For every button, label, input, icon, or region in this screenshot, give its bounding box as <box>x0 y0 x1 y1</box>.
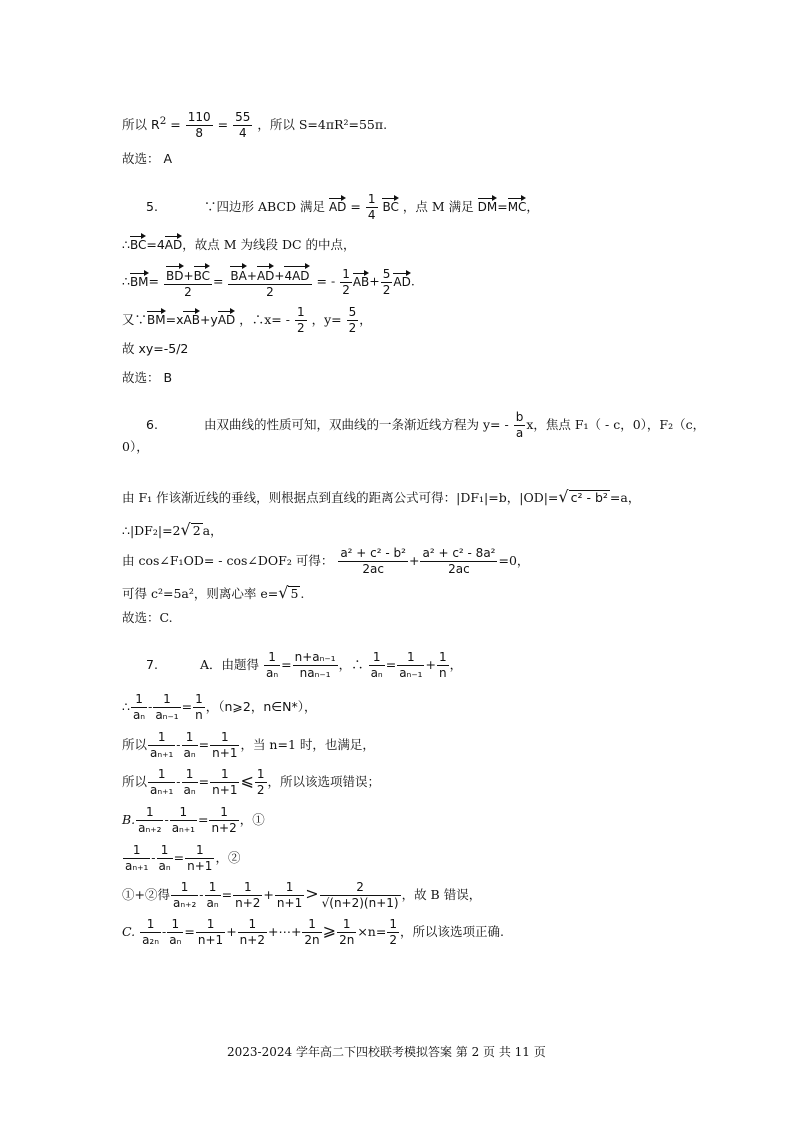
num: 1 <box>256 767 265 781</box>
text: 可得 c²=5a²，则离心率 e= <box>122 586 279 601</box>
den: n+2 <box>211 821 237 835</box>
den: aₙ₊₁ <box>171 821 195 835</box>
num: a² + c² - b² <box>340 546 406 560</box>
page-footer: 2023-2024 学年高二下四校联考模拟答案 第 2 页 共 11 页 <box>227 1045 546 1059</box>
den: n+1 <box>276 896 303 910</box>
vector: BD <box>166 264 183 284</box>
vector: MC <box>508 196 527 213</box>
text: ，所以 S=4πR²=55π. <box>257 117 388 132</box>
text: ，故 B 错误， <box>401 887 482 902</box>
text: ，所以该选项错误； <box>267 774 381 789</box>
num: n+aₙ₋₁ <box>294 650 336 664</box>
num: 1 <box>167 917 183 933</box>
vector: BC <box>194 264 210 284</box>
text: ，② <box>215 850 241 865</box>
den: aₙ₊₁ <box>150 783 174 797</box>
den: a <box>515 426 524 440</box>
q6-line3 <box>122 489 640 505</box>
den: 2 <box>256 783 265 797</box>
q5-line4 <box>122 305 372 336</box>
vector: AD <box>329 196 346 213</box>
fraction <box>205 880 221 911</box>
den: aₙ₊₁ <box>150 746 174 760</box>
vector: AB <box>183 309 199 326</box>
plus: + <box>408 553 420 568</box>
fraction <box>148 767 175 798</box>
text: =a， <box>609 490 641 505</box>
q6-line6 <box>122 585 304 601</box>
sqrt-content: 5 <box>290 586 299 601</box>
fraction <box>238 917 267 948</box>
vector: 4AD <box>284 264 309 284</box>
fraction <box>193 692 205 723</box>
text: 又∵ <box>122 312 148 327</box>
num: 1 <box>389 917 397 931</box>
den: 4 <box>238 126 247 140</box>
eq: = <box>217 117 229 132</box>
fraction <box>140 917 161 948</box>
fraction <box>228 264 311 300</box>
vector: AD <box>165 234 182 251</box>
den: naₙ₋₁ <box>299 666 331 680</box>
fraction <box>182 730 198 761</box>
vector: BA <box>230 264 246 284</box>
text: 由 F₁ 作该渐近线的垂线，则根据点到直线的距离公式可得：|DF₁|=b，|OD|= <box>122 490 559 505</box>
num: 1 <box>397 650 424 666</box>
den: 2n <box>304 933 320 947</box>
fraction <box>302 917 321 948</box>
fraction <box>347 305 359 336</box>
eq: = <box>281 657 292 672</box>
fraction <box>233 880 262 911</box>
num: 5 <box>382 266 391 281</box>
num: 1 <box>275 880 304 896</box>
vector: AB <box>353 271 369 288</box>
fraction <box>255 767 267 798</box>
fraction <box>293 650 338 681</box>
eq: = - <box>316 273 336 289</box>
num: 1 <box>264 650 280 666</box>
num: 1 <box>342 266 350 281</box>
num: 110 <box>187 110 211 124</box>
fraction <box>123 843 150 874</box>
den: aₙ₋₁ <box>399 666 423 680</box>
fraction <box>381 267 393 298</box>
text: ， <box>526 199 539 214</box>
den: 2ac <box>448 562 470 576</box>
text: B. <box>122 812 136 827</box>
fraction <box>420 546 497 577</box>
fraction <box>136 805 163 836</box>
den: n+1 <box>212 783 238 797</box>
den: aₙ <box>169 933 182 947</box>
q6-line5 <box>122 546 529 577</box>
q5-line5: 故 xy=-5/2 <box>122 341 189 356</box>
fraction <box>209 805 238 836</box>
num: 1 <box>210 730 239 746</box>
q7-line6: $\frac{1}{\text{aₙ₊₁}}$ - $\frac{1}{\text{aₙ}}$ = $\frac{1}{n+1}$ ，② <box>125 843 241 873</box>
sup: 2 <box>159 114 167 127</box>
text: ，① <box>239 812 265 827</box>
fraction <box>369 650 385 681</box>
den: 4 <box>367 208 376 222</box>
vector: AD <box>218 309 235 326</box>
eq: =x <box>165 312 184 327</box>
num: 1 <box>196 917 225 933</box>
den: 2n <box>339 933 355 947</box>
text: ，∴ <box>338 657 364 672</box>
num: 1 <box>140 917 161 933</box>
q5-line2 <box>122 234 356 252</box>
fraction <box>153 692 180 723</box>
num: 1 <box>148 730 175 746</box>
fraction <box>164 264 212 300</box>
fraction <box>320 880 401 911</box>
sqrt-content: 2 <box>192 523 201 538</box>
text: ，y= <box>311 312 342 327</box>
sqrt-content: c² - b² <box>570 490 608 505</box>
fraction <box>514 410 526 441</box>
eq: = <box>170 117 181 132</box>
num: 1 <box>148 767 175 783</box>
den: n <box>438 666 447 680</box>
q7-line2: ∴ $\frac{1}{\text{aₙ}}$ - $\frac{1}{\text{aₙ₋₁}}$ = $\frac{1}{n}$ ，（n⩾2，n∈N*）， <box>122 692 317 722</box>
den: aₙ₊₂ <box>138 821 162 835</box>
fraction <box>366 192 378 223</box>
num: 1 <box>170 805 197 821</box>
text: =0， <box>498 553 530 568</box>
den: a₂ₙ <box>142 933 160 947</box>
text: 所以 <box>122 737 148 752</box>
r-symbol: R <box>151 117 160 132</box>
q6-line1 <box>146 410 705 441</box>
fraction <box>397 650 424 681</box>
text: ∵四边形 ABCD 满足 <box>203 199 325 214</box>
dots: +⋯+ <box>267 924 302 939</box>
q6-number: 6. <box>146 417 158 432</box>
q6-line4 <box>122 522 223 538</box>
den: aₙ <box>206 896 219 910</box>
fraction <box>387 917 399 948</box>
sqrt-symbol: √ <box>180 520 191 539</box>
den: 2 <box>382 282 391 297</box>
text: ∴|DF₂|=2 <box>122 523 181 538</box>
text: ∴ <box>122 699 130 714</box>
vector: BC <box>130 234 146 251</box>
q7-line8: C. $\frac{1}{\text{a₂ₙ}}$ - $\frac{1}{\text{aₙ}}$ = $\frac{1}{n+1}$ + $\frac{1}{n+2}$ +⋯+ $\frac{1}{2n}$ ⩾ $\frac{1}{2n}$ ×n= $\frac{1}{2}$ ，所以该选项正确. <box>122 917 504 947</box>
text: ，故点 M 为线段 DC 的中点， <box>182 237 356 252</box>
num: 1 <box>238 917 267 933</box>
vector: DM <box>478 196 498 213</box>
sqrt-symbol: √ <box>278 583 289 602</box>
den: 2 <box>348 321 357 335</box>
vector: AD <box>393 271 410 288</box>
vector: BC <box>382 196 398 213</box>
text: . <box>410 273 415 289</box>
fraction <box>167 917 183 948</box>
den: n+1 <box>197 933 224 947</box>
eq: =4 <box>146 237 165 252</box>
num: 2 <box>320 880 401 896</box>
gt: > <box>305 884 319 903</box>
text: ，当 n=1 时，也满足， <box>240 737 375 752</box>
den: n+2 <box>239 933 265 947</box>
text: ，点 M 满足 <box>402 199 474 214</box>
fraction <box>185 843 214 874</box>
den: n <box>195 708 203 722</box>
fraction <box>157 843 173 874</box>
q5-line3: ∴BM= $\frac{BD+BC}{2}$ = $\frac{BA+AD+4AD}{2}$ = - $\frac{1}{2}$ AB+ $\frac{5}{2}$ AD. <box>122 264 415 300</box>
den: 2 <box>296 321 305 335</box>
den: aₙ <box>370 666 383 680</box>
den: n+1 <box>187 859 213 873</box>
num: 1 <box>210 767 239 783</box>
text: ，（n⩾2，n∈N*）， <box>205 699 317 714</box>
vector: BM <box>147 309 166 326</box>
num: 5 <box>348 305 357 319</box>
text: ， <box>359 312 372 327</box>
den: 2ac <box>362 562 384 576</box>
den: 2 <box>342 282 350 297</box>
fraction <box>210 767 239 798</box>
num: a² + c² - 8a² <box>422 546 496 560</box>
den: aₙ <box>183 746 196 760</box>
text: ×n= <box>357 924 387 939</box>
num: 1 <box>367 192 376 206</box>
fraction <box>186 110 213 141</box>
den: aₙ₋₁ <box>155 708 179 722</box>
num <box>164 264 212 285</box>
fraction <box>131 692 147 723</box>
num: 55 <box>235 110 251 124</box>
text: A．由题得 <box>199 657 260 672</box>
text: +y <box>199 312 218 327</box>
num: b <box>515 410 524 424</box>
den: 8 <box>195 126 204 140</box>
eq: = <box>350 199 361 214</box>
num: 1 <box>131 692 147 708</box>
sqrt-symbol: √ <box>558 487 569 506</box>
eq: = <box>148 273 160 289</box>
answer-4: 故选： A <box>122 151 173 166</box>
den: n+2 <box>235 896 261 910</box>
text: ∴ <box>122 237 130 252</box>
q5-line1: 5. ∵四边形 ABCD 满足 AD = $\frac{1}{4}$ BC ，点 M 满足 DM=MC， <box>146 192 539 222</box>
fraction <box>233 110 252 141</box>
fraction <box>210 730 239 761</box>
fraction <box>337 917 356 948</box>
den: aₙ <box>132 708 146 722</box>
ge: ⩾ <box>322 921 337 940</box>
fraction <box>148 730 175 761</box>
num: 1 <box>209 805 238 821</box>
num: 1 <box>171 880 198 896</box>
fraction <box>338 546 408 577</box>
num: 1 <box>296 305 305 319</box>
num: 1 <box>337 917 356 933</box>
fraction <box>340 267 352 298</box>
den: 2 <box>389 933 397 947</box>
text: ，所以该选项正确. <box>399 924 504 939</box>
text: ， <box>449 657 463 672</box>
den: aₙ₊₁ <box>125 859 149 873</box>
fraction <box>171 880 198 911</box>
num: BA+AD+4AD <box>228 264 311 285</box>
fraction <box>295 305 307 336</box>
vector: AD <box>257 264 274 284</box>
den: aₙ <box>266 666 279 680</box>
num: 1 <box>369 650 385 666</box>
text: a， <box>202 523 223 538</box>
num: 1 <box>233 880 262 896</box>
q5-number: 5. <box>146 199 158 214</box>
line-radius <box>122 110 387 141</box>
le: ⩽ <box>240 771 254 790</box>
text: ①+②得 <box>122 887 170 902</box>
q7-line1: 7. A．由题得 $\frac{1}{\text{aₙ}}$ = n+aₙ₋₁ naₙ₋₁ ，∴ $\frac{1}{\text{aₙ}}$ = $\frac{1}{\text{aₙ₋₁}}$ + $\frac{1}{n}$ ， <box>146 650 463 680</box>
fraction <box>182 767 198 798</box>
q7-line5: B. $\frac{1}{\text{aₙ₊₂}}$ - $\frac{1}{\text{aₙ₊₁}}$ = $\frac{1}{n+2}$ ，① <box>122 805 265 835</box>
q7-number: 7. <box>146 657 158 672</box>
fraction <box>437 650 449 681</box>
den: n+1 <box>212 746 238 760</box>
q5-answer: 故选： B <box>122 370 173 385</box>
num: 1 <box>182 767 198 783</box>
num: 1 <box>123 843 150 859</box>
num: 1 <box>195 692 203 706</box>
text: 由 cos∠F₁OD= - cos∠DOF₂ 可得： <box>122 553 334 568</box>
num: 1 <box>157 843 173 859</box>
den: aₙ₊₂ <box>172 896 197 910</box>
num: 1 <box>185 843 214 859</box>
fraction <box>196 917 225 948</box>
fraction <box>170 805 197 836</box>
q6-answer: 故选：C. <box>122 610 173 625</box>
num: 1 <box>205 880 221 896</box>
fraction <box>275 880 304 911</box>
text: C. <box>122 924 136 939</box>
vector: BM <box>130 271 149 288</box>
num: 1 <box>302 917 321 933</box>
den: 2 <box>184 285 192 299</box>
q6-line2: 0）， <box>122 439 149 454</box>
text: ，∴x= - <box>239 312 290 327</box>
fraction <box>264 650 280 681</box>
num: 1 <box>136 805 163 821</box>
num: 1 <box>438 650 447 664</box>
text: 所以 <box>122 774 148 789</box>
den: √(n+2)(n+1) <box>321 896 399 910</box>
q7-line3: 所以 $\frac{1}{\text{aₙ₊₁}}$ - $\frac{1}{\text{aₙ}}$ = $\frac{1}{n+1}$ ，当 n=1 时，也满足， <box>122 730 375 760</box>
num: 1 <box>182 730 198 746</box>
den: aₙ <box>158 859 171 873</box>
text: x，焦点 F₁（ - c，0），F₂（c， <box>526 417 706 432</box>
q7-line4: 所以 $\frac{1}{\text{aₙ₊₁}}$ - $\frac{1}{\text{aₙ}}$ = $\frac{1}{n+1}$ ⩽ $\frac{1}{2}$ ，所以该选项错误； <box>122 767 381 797</box>
text: . <box>300 586 305 601</box>
den: aₙ <box>183 783 196 797</box>
text: ∴ <box>122 273 130 289</box>
q7-line7: ①+②得 $\frac{1}{\text{aₙ₊₂}}$ - $\frac{1}{\text{aₙ}}$ = $\frac{1}{n+2}$ + $\frac{1}{n+1}$ > $\frac{2}{√(n+2)(n+1)}$ ，故 B 错误， <box>122 880 482 910</box>
text: 由双曲线的性质可知，双曲线的一条渐近线方程为 y= - <box>203 417 509 432</box>
text: 所以 <box>122 117 148 132</box>
num: 1 <box>153 692 180 708</box>
den: 2 <box>266 285 274 299</box>
plus: + <box>183 269 194 283</box>
